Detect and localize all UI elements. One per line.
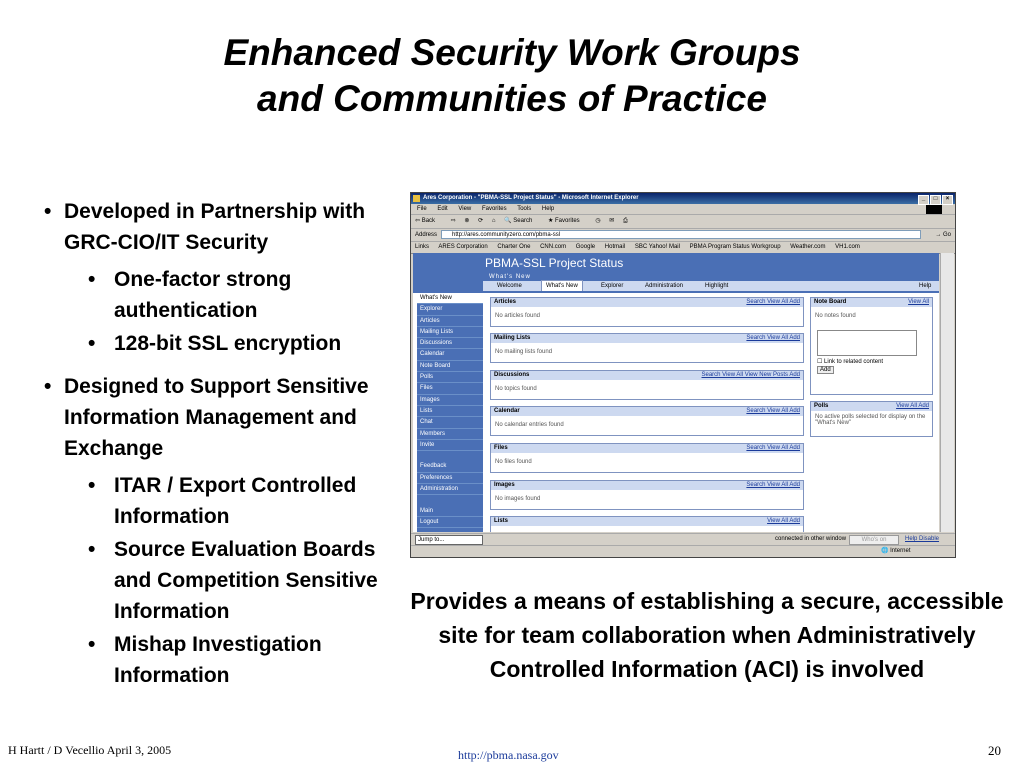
browser-toolbar — [411, 215, 955, 229]
menu-tools[interactable]: Tools — [517, 206, 532, 212]
browser-content — [413, 253, 939, 532]
jump-to-select[interactable]: Jump to... — [415, 535, 483, 545]
close-icon[interactable]: × — [942, 195, 953, 205]
menu-help[interactable]: Help — [541, 206, 555, 212]
box-links[interactable]: Search View All Add — [746, 299, 800, 305]
bullet-1: • Developed in Partnership with GRC-CIO/IT Security — [44, 196, 384, 258]
sidebar-item[interactable]: Logout — [417, 517, 483, 528]
windows-logo-icon — [926, 205, 942, 214]
bullet-1-sub-1: • One-factor strong authentication — [44, 264, 384, 326]
bullet-2-sub-1: • ITAR / Export Controlled Information — [44, 470, 384, 532]
link-item[interactable]: Google — [575, 244, 596, 250]
calendar-box: Calendar Search View All Add No calendar entries found — [490, 406, 804, 436]
sidebar-item[interactable]: Discussions — [417, 338, 483, 349]
note-board-box: Note Board View All No notes found ☐ Link to related content Add — [810, 297, 933, 395]
box-links[interactable]: Search View All Add — [746, 445, 800, 451]
internet-zone: 🌐 Internet — [881, 548, 911, 554]
slide-caption: Provides a means of establishing a secure, accessible site for team collaboration when Administratively Controlled Information (ACI) is involved — [410, 588, 1004, 682]
help-disable-links[interactable]: Help Disable — [905, 536, 940, 542]
link-item[interactable]: Charter One — [497, 244, 531, 250]
menu-view[interactable]: View — [458, 206, 472, 212]
home-icon[interactable]: ⌂ — [491, 218, 496, 224]
title-line-2: and Communities of Practice — [257, 78, 767, 119]
sidebar-item[interactable]: Calendar — [417, 349, 483, 360]
browser-statusbar — [411, 545, 955, 557]
tab-welcome[interactable]: Welcome — [497, 283, 522, 289]
browser-scrollbar[interactable] — [940, 253, 954, 532]
tab-administration[interactable]: Administration — [645, 283, 684, 289]
mail-icon[interactable]: ✉ — [609, 218, 615, 224]
browser-menu — [411, 204, 955, 215]
sidebar-item[interactable]: Invite — [417, 440, 483, 451]
sidebar-item[interactable]: Articles — [417, 316, 483, 327]
link-item[interactable]: Weather.com — [790, 244, 826, 250]
sidebar-item[interactable]: Main — [417, 506, 483, 517]
tab-explorer[interactable]: Explorer — [601, 283, 624, 289]
sidebar-spacer — [417, 451, 483, 461]
link-item[interactable]: CNN.com — [540, 244, 567, 250]
back-button[interactable]: ⇦ Back — [415, 218, 436, 224]
tab-highlight[interactable]: Highlight — [705, 283, 729, 289]
browser-screenshot — [410, 192, 956, 558]
note-textarea[interactable] — [817, 330, 917, 356]
sidebar-item[interactable]: What's New — [417, 293, 483, 304]
stop-icon[interactable]: ⊗ — [464, 218, 470, 224]
discussions-box: Discussions Search View All View New Posts Add No topics found — [490, 370, 804, 400]
box-links[interactable]: Search View All Add — [746, 335, 800, 341]
link-item[interactable]: Hotmail — [604, 244, 626, 250]
page-tabs — [483, 281, 939, 291]
slide-title — [0, 30, 1024, 122]
box-links[interactable]: View All — [908, 299, 929, 305]
forward-icon[interactable]: ⇨ — [450, 218, 456, 224]
page-title: PBMA-SSL Project Status — [485, 256, 624, 270]
sidebar-item[interactable]: Note Board — [417, 361, 483, 372]
box-links[interactable]: View All Add — [767, 518, 800, 524]
link-related-checkbox[interactable]: ☐ Link to related content — [817, 359, 884, 365]
box-links[interactable]: Search View All Add — [746, 482, 800, 488]
search-button[interactable]: 🔍 Search — [504, 218, 533, 224]
bullet-2: • Designed to Support Sensitive Information Management and Exchange — [44, 371, 384, 464]
print-icon[interactable]: ⎙ — [622, 218, 628, 224]
page-number: 20 — [988, 743, 1001, 758]
sidebar-item[interactable]: Polls — [417, 372, 483, 383]
footer-author-date: H Hartt / D Vecellio April 3, 2005 — [8, 743, 172, 757]
sidebar-item[interactable]: Files — [417, 383, 483, 394]
connection-status: connected in other window — [775, 536, 847, 542]
tab-whats-new[interactable]: What's New — [541, 280, 583, 291]
bullet-1-sub-2: • 128-bit SSL encryption — [44, 328, 384, 359]
address-bar — [411, 229, 955, 242]
page-subtitle: What's New — [489, 274, 531, 280]
address-label: Address — [415, 232, 438, 238]
menu-edit[interactable]: Edit — [437, 206, 448, 212]
ie-icon — [413, 195, 420, 202]
images-box: Images Search View All Add No images found — [490, 480, 804, 510]
address-input[interactable]: http://ares.communityzero.com/pbma-ssl — [441, 230, 921, 239]
links-label: Links — [415, 244, 430, 250]
sidebar-spacer — [417, 495, 483, 505]
history-icon[interactable]: ◷ — [595, 218, 601, 224]
sidebar-item[interactable]: Feedback — [417, 461, 483, 472]
browser-title-bar — [411, 193, 955, 204]
articles-box: Articles Search View All Add No articles found — [490, 297, 804, 327]
sidebar-item[interactable]: Images — [417, 395, 483, 406]
link-item[interactable]: VH1.com — [835, 244, 860, 250]
lists-box: Lists View All Add — [490, 516, 804, 532]
minimize-icon[interactable]: _ — [918, 195, 929, 205]
bullet-list — [44, 196, 384, 691]
go-button[interactable]: → Go — [935, 232, 951, 238]
box-links[interactable]: Search View All View New Posts Add — [701, 372, 800, 378]
title-line-1: Enhanced Security Work Groups — [223, 32, 801, 73]
link-item[interactable]: SBC Yahoo! Mail — [634, 244, 680, 250]
page-status-row — [411, 533, 955, 545]
sidebar-item[interactable]: Explorer — [417, 304, 483, 315]
link-item[interactable]: ARES Corporation — [438, 244, 488, 250]
bullet-2-sub-2: • Source Evaluation Boards and Competition Sensitive Information — [44, 534, 384, 627]
sidebar-item[interactable]: Chat — [417, 417, 483, 428]
refresh-icon[interactable]: ⟳ — [478, 218, 484, 224]
whos-on-button[interactable]: Who's on — [849, 535, 899, 545]
mailing-lists-box: Mailing Lists Search View All Add No mailing lists found — [490, 333, 804, 363]
note-add-button[interactable]: Add — [817, 366, 834, 374]
sidebar-item[interactable]: Mailing Lists — [417, 327, 483, 338]
sidebar-item[interactable]: Members — [417, 429, 483, 440]
window-title: Ares Corporation - "PBMA-SSL Project Status" - Microsoft Internet Explorer — [423, 195, 639, 201]
help-link[interactable]: Help — [919, 283, 932, 289]
files-box: Files Search View All Add No files found — [490, 443, 804, 473]
menu-favorites[interactable]: Favorites — [481, 206, 507, 212]
footer-url[interactable]: http://pbma.nasa.gov — [458, 748, 559, 762]
sidebar-item[interactable]: Preferences — [417, 473, 483, 484]
menu-file[interactable]: File — [417, 206, 427, 212]
maximize-icon[interactable]: □ — [930, 195, 941, 205]
link-item[interactable]: PBMA Program Status Workgroup — [689, 244, 781, 250]
box-links[interactable]: Search View All Add — [746, 408, 800, 414]
sidebar-item[interactable]: Lists — [417, 406, 483, 417]
polls-box: Polls View All Add No active polls selected for display on the "What's New" — [810, 401, 933, 437]
favorites-button[interactable]: ★ Favorites — [547, 218, 580, 224]
sidebar-item[interactable]: Administration — [417, 484, 483, 495]
box-links[interactable]: View All Add — [896, 403, 929, 409]
page-sidebar — [417, 293, 483, 532]
bullet-2-sub-3: • Mishap Investigation Information — [44, 629, 384, 691]
